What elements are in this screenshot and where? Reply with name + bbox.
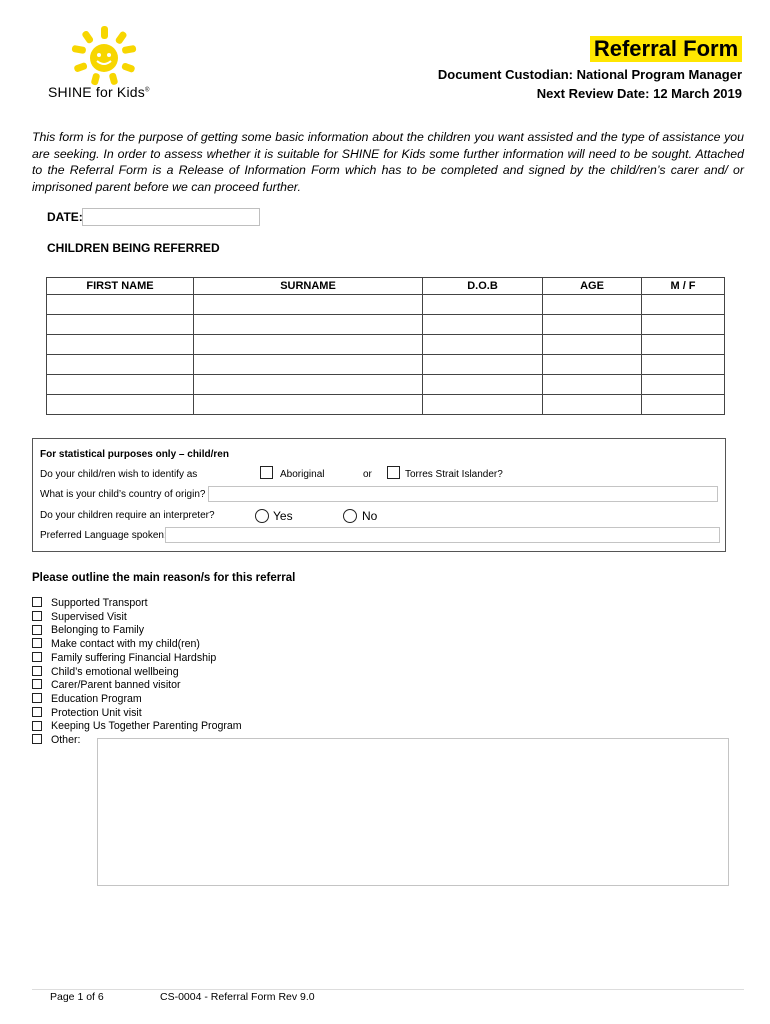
reason-checkbox[interactable] xyxy=(32,611,42,621)
reason-item xyxy=(32,707,142,721)
reason-item xyxy=(32,638,200,652)
table-cell[interactable] xyxy=(642,335,725,355)
table-row xyxy=(47,395,725,415)
table-cell[interactable] xyxy=(194,335,423,355)
reasons-heading: Please outline the main reason/s for this referral xyxy=(32,572,296,584)
page-title: Referral Form xyxy=(590,36,742,62)
children-heading: CHILDREN BEING REFERRED xyxy=(47,241,220,255)
reason-label: Carer/Parent banned visitor xyxy=(51,679,181,692)
document-code: CS-0004 - Referral Form Rev 9.0 xyxy=(160,991,315,1003)
reason-checkbox[interactable] xyxy=(32,734,42,744)
interpreter-question: Do your children require an interpreter? xyxy=(40,510,215,521)
table-cell[interactable] xyxy=(194,395,423,415)
next-review-date: Next Review Date: 12 March 2019 xyxy=(536,86,742,101)
table-row xyxy=(47,295,725,315)
reason-label: Child’s emotional wellbeing xyxy=(51,665,179,678)
reason-label: Protection Unit visit xyxy=(51,706,142,719)
reason-checkbox[interactable] xyxy=(32,721,42,731)
reason-checkbox[interactable] xyxy=(32,625,42,635)
origin-question: What is your child’s country of origin? xyxy=(40,489,206,500)
table-cell[interactable] xyxy=(642,375,725,395)
table-cell[interactable] xyxy=(423,375,543,395)
footer-divider xyxy=(32,989,744,990)
reason-checkbox[interactable] xyxy=(32,652,42,662)
table-cell[interactable] xyxy=(543,395,642,415)
table-row xyxy=(47,375,725,395)
reason-item xyxy=(32,666,179,680)
reason-item xyxy=(32,734,80,748)
table-cell[interactable] xyxy=(194,355,423,375)
table-cell[interactable] xyxy=(423,295,543,315)
reason-checkbox[interactable] xyxy=(32,707,42,717)
reason-checkbox[interactable] xyxy=(32,693,42,703)
reason-label: Supported Transport xyxy=(51,597,148,609)
reason-item xyxy=(32,679,181,693)
identify-question: Do your child/ren wish to identify as xyxy=(40,469,198,480)
table-cell[interactable] xyxy=(423,355,543,375)
table-cell[interactable] xyxy=(642,395,725,415)
reason-checkbox[interactable] xyxy=(32,638,42,648)
statistics-heading: For statistical purposes only – child/ren xyxy=(40,449,229,460)
logo-wordmark: SHINE for Kids® xyxy=(48,84,150,100)
table-cell[interactable] xyxy=(642,355,725,375)
table-cell[interactable] xyxy=(543,355,642,375)
or-label: or xyxy=(363,469,372,480)
reason-item xyxy=(32,652,216,666)
table-cell[interactable] xyxy=(194,375,423,395)
reason-label: Belonging to Family xyxy=(51,624,145,637)
document-custodian: Document Custodian: National Program Manager xyxy=(437,67,742,82)
language-field[interactable] xyxy=(165,527,720,543)
col-first-name: FIRST NAME xyxy=(47,278,194,295)
table-cell[interactable] xyxy=(543,335,642,355)
table-cell[interactable] xyxy=(423,335,543,355)
table-cell[interactable] xyxy=(47,315,194,335)
reason-label: Keeping Us Together Parenting Program xyxy=(51,720,242,733)
table-cell[interactable] xyxy=(47,295,194,315)
aboriginal-checkbox[interactable] xyxy=(260,466,273,479)
origin-field[interactable] xyxy=(208,486,718,502)
table-row xyxy=(47,355,725,375)
col-surname: SURNAME xyxy=(194,278,423,295)
table-cell[interactable] xyxy=(543,295,642,315)
reason-checkbox[interactable] xyxy=(32,666,42,676)
interpreter-no-label: No xyxy=(362,509,378,523)
table-cell[interactable] xyxy=(194,295,423,315)
reason-checkbox[interactable] xyxy=(32,679,42,689)
reason-checkbox[interactable] xyxy=(32,597,42,607)
table-cell[interactable] xyxy=(47,355,194,375)
torres-strait-checkbox[interactable] xyxy=(387,466,400,479)
reason-label: Make contact with my child(ren) xyxy=(51,638,200,651)
reason-label: Other: xyxy=(51,734,81,746)
reason-item xyxy=(32,624,144,638)
table-cell[interactable] xyxy=(642,315,725,335)
sun-icon xyxy=(58,24,148,88)
col-dob: D.O.B xyxy=(423,278,543,295)
table-cell[interactable] xyxy=(194,315,423,335)
shine-logo xyxy=(48,24,178,108)
reason-label: Family suffering Financial Hardship xyxy=(51,651,217,664)
language-question: Preferred Language spoken: xyxy=(40,530,167,541)
col-age: AGE xyxy=(543,278,642,295)
interpreter-no-radio[interactable] xyxy=(343,509,357,523)
table-cell[interactable] xyxy=(543,375,642,395)
table-cell[interactable] xyxy=(47,395,194,415)
aboriginal-label: Aboriginal xyxy=(280,469,325,480)
table-cell[interactable] xyxy=(543,315,642,335)
intro-paragraph: This form is for the purpose of getting some basic information about the children you want assisted and the type of assistance you are seeking. In order to assess whether it is suitable for SHINE for Kids some further information will need to be sought. Attached to the Referral Form is a Release of Information Form which has to be completed and signed by the child/ren’s carer and/ or imprisoned parent before we can proceed further. xyxy=(32,130,744,194)
reason-item xyxy=(32,597,148,611)
col-gender: M / F xyxy=(642,278,725,295)
table-cell[interactable] xyxy=(47,335,194,355)
children-table xyxy=(46,277,725,415)
table-row xyxy=(47,335,725,355)
table-row xyxy=(47,315,725,335)
reason-item xyxy=(32,720,242,734)
reason-item xyxy=(32,611,127,625)
reason-label: Education Program xyxy=(51,692,142,705)
interpreter-yes-radio[interactable] xyxy=(255,509,269,523)
table-cell[interactable] xyxy=(423,315,543,335)
interpreter-yes-label: Yes xyxy=(273,509,293,523)
torres-strait-label: Torres Strait Islander? xyxy=(405,469,503,480)
page-number: Page 1 of 6 xyxy=(50,991,104,1003)
table-cell[interactable] xyxy=(47,375,194,395)
other-reason-field[interactable] xyxy=(97,738,729,886)
statistics-section xyxy=(32,438,726,552)
table-cell[interactable] xyxy=(423,395,543,415)
reason-label: Supervised Visit xyxy=(51,610,127,623)
reason-item xyxy=(32,693,142,707)
date-field[interactable] xyxy=(82,208,260,226)
table-cell[interactable] xyxy=(642,295,725,315)
date-label: DATE: xyxy=(47,210,83,224)
table-header-row xyxy=(47,278,725,295)
